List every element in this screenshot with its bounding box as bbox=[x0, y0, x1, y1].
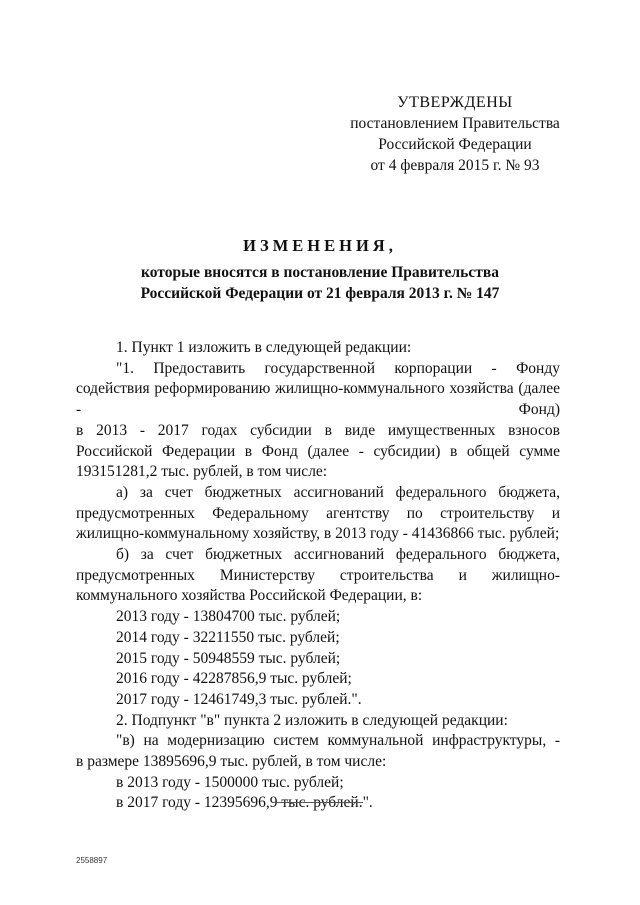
year-item: 2016 году - 42287856,9 тыс. рублей; bbox=[116, 670, 352, 688]
paragraph: в 2013 году - 1500000 тыс. рублей; bbox=[116, 773, 344, 791]
paragraph: а) за счет бюджетных ассигнований федерального бюджета, предусмотренных Федеральному агентству по строительству и жилищно-коммунальному хозяйству, в 2013 году - 41436866 тыс. рублей; bbox=[76, 483, 560, 543]
document-body bbox=[76, 338, 560, 814]
paragraph: в 2013 - 2017 годах субсидии в виде имущественных взносов bbox=[76, 421, 560, 439]
year-item: 2014 году - 32211550 тыс. рублей; bbox=[116, 628, 340, 646]
paragraph: 2. Подпункт "в" пункта 2 изложить в следующей редакции: bbox=[116, 711, 508, 729]
end-divider bbox=[275, 802, 363, 803]
approval-line: постановлением Правительства bbox=[350, 115, 560, 132]
paragraph: "в) на модернизацию систем коммунальной инфраструктуры, - bbox=[116, 732, 560, 750]
approval-heading: УТВЕРЖДЕНЫ bbox=[397, 94, 513, 111]
document-number: 2558897 bbox=[76, 856, 108, 865]
year-item: 2013 году - 13804700 тыс. рублей; bbox=[116, 608, 341, 626]
approval-line: от 4 февраля 2015 г. № 93 bbox=[370, 157, 540, 174]
year-item: 2017 году - 12461749,3 тыс. рублей.". bbox=[116, 690, 362, 708]
paragraph: 1. Пункт 1 изложить в следующей редакции: bbox=[116, 339, 412, 356]
paragraph: в 2017 году - 12395696,9 тыс. рублей.". bbox=[116, 794, 373, 812]
document-title: ИЗМЕНЕНИЯ, bbox=[243, 236, 397, 255]
paragraph: коммунального хозяйства Российской Федерации, в: bbox=[76, 587, 423, 605]
approval-stamp bbox=[340, 92, 570, 176]
paragraph: Российской Федерации в Фонд (далее - субсидии) в общей сумме 193151281,2 тыс. рублей, в том числе: bbox=[76, 442, 560, 481]
subtitle-line: Российской Федерации от 21 февраля 2013 г. № 147 bbox=[140, 285, 500, 302]
year-item: 2015 году - 50948559 тыс. рублей; bbox=[116, 649, 341, 667]
paragraph: предусмотренных Министерству строительства и жилищно- bbox=[76, 566, 560, 584]
paragraph: в размере 13895696,9 тыс. рублей, в том числе: bbox=[76, 753, 387, 771]
paragraph: "1. Предоставить государственной корпорации - Фонду содействия реформированию жилищно-коммунального хозяйства (далее - Фонд) bbox=[76, 359, 560, 419]
paragraph: б) за счет бюджетных ассигнований федерального бюджета, bbox=[116, 546, 560, 564]
approval-line: Российской Федерации bbox=[378, 136, 532, 153]
document-subtitle bbox=[100, 262, 540, 304]
subtitle-line: которые вносятся в постановление Правительства bbox=[141, 264, 499, 281]
